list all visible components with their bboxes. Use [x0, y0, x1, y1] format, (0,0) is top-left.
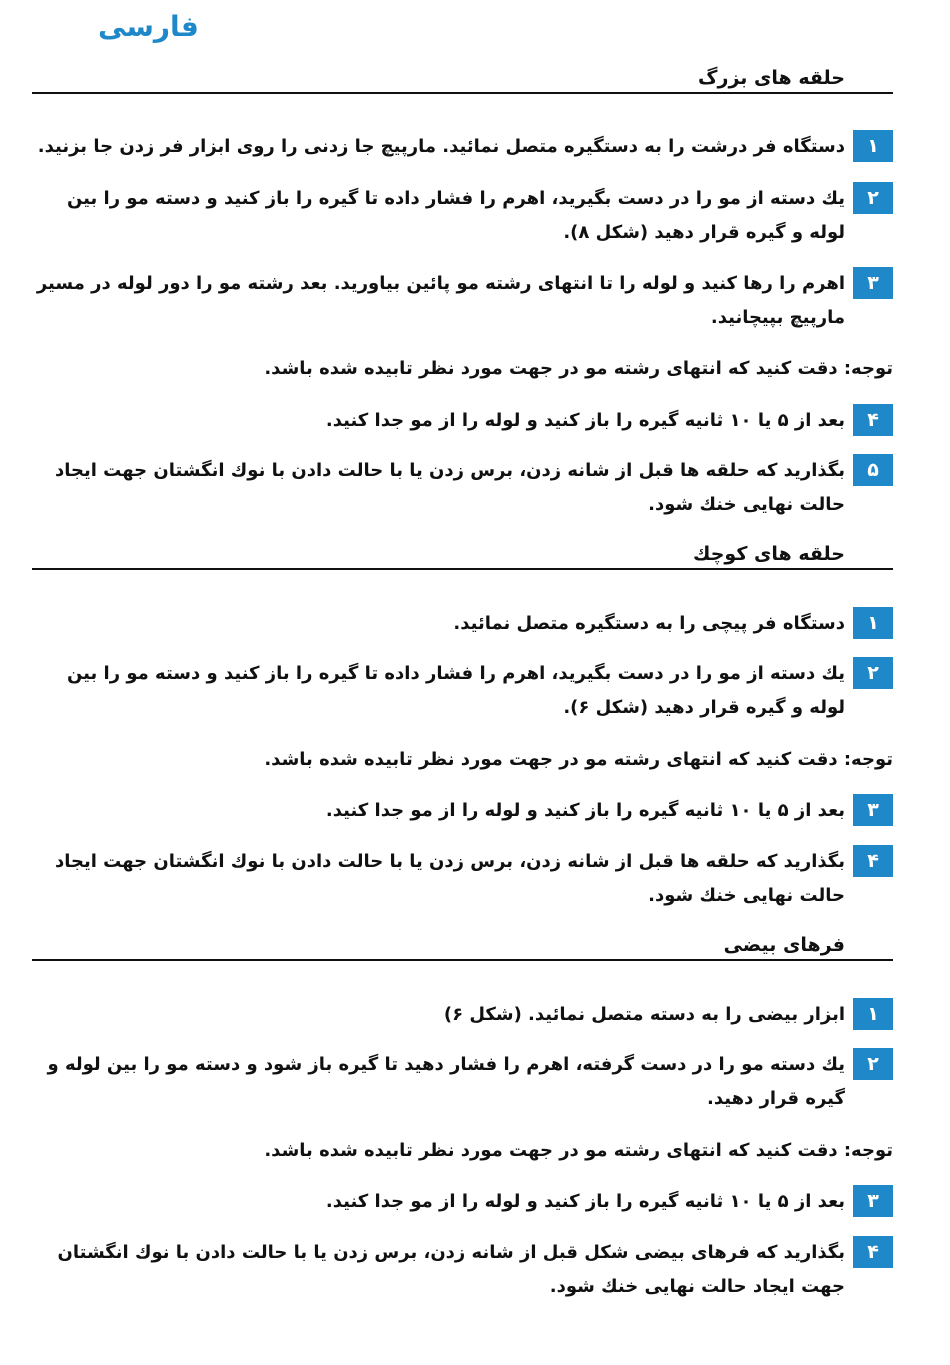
step-number-badge: ۴ [853, 1236, 893, 1268]
step-text: بگذارید كه حلقه ها قبل از شانه زدن، برس زدن یا با حالت دادن با نوك انگشتان جهت ایجاد حالت نهایی خنك شود. [55, 460, 845, 515]
step-number-badge: ۳ [853, 794, 893, 826]
language-title: فارسی [98, 10, 199, 43]
step-item [32, 454, 893, 522]
step-item [32, 404, 893, 438]
step-text: بعد از ۵ یا ۱۰ ثانیه گیره را باز كنید و لوله را از مو جدا كنید. [325, 800, 845, 821]
step-text: یك دسته از مو را در دست بگیرید، اهرم را فشار داده تا گیره را باز كنید و دسته مو را بین لوله و گیره قرار دهید (شكل ۶). [66, 663, 845, 718]
step-item [32, 845, 893, 913]
step-number-badge: ۳ [853, 267, 893, 299]
step-item [32, 657, 893, 725]
step-number-badge: ۱ [853, 998, 893, 1030]
step-number-badge: ۲ [853, 1048, 893, 1080]
step-text: ابزار بیضی را به دسته متصل نمائید. (شكل ۶) [443, 1004, 845, 1025]
step-number-badge: ۵ [853, 454, 893, 486]
section-heading: حلقه های كوچك [693, 543, 845, 565]
step-number-badge: ۲ [853, 657, 893, 689]
step-text: یك دسته مو را در دست گرفته، اهرم را فشار دهید تا گیره باز شود و دسته مو را بین لوله و گیره قرار دهید. [47, 1054, 845, 1109]
step-item [32, 267, 893, 335]
step-number-badge: ۳ [853, 1185, 893, 1217]
step-item [32, 1185, 893, 1219]
step-text: اهرم را رها كنید و لوله را تا انتهای رشته مو پائین بیاورید. بعد رشته مو را دور لوله در مسیر مارپیچ بپیچانید. [36, 273, 845, 328]
step-text: دستگاه فر پیچی را به دستگیره متصل نمائید. [453, 613, 845, 634]
step-number-badge: ۱ [853, 607, 893, 639]
step-text: بعد از ۵ یا ۱۰ ثانیه گیره را باز كنید و لوله را از مو جدا كنید. [325, 1191, 845, 1212]
section-heading: فرهای بیضی [723, 934, 845, 956]
step-item [32, 1236, 893, 1304]
section-header-small-curls [32, 540, 893, 570]
step-item [32, 998, 893, 1032]
step-number-badge: ۲ [853, 182, 893, 214]
step-text: بگذارید كه حلقه ها قبل از شانه زدن، برس زدن یا با حالت دادن با نوك انگشتان جهت ایجاد حالت نهایی خنك شود. [55, 851, 845, 906]
step-item [32, 794, 893, 828]
note-text: توجه: دقت كنید كه انتهای رشته مو در جهت مورد نظر تابیده شده باشد. [264, 1140, 893, 1161]
step-item [32, 182, 893, 250]
step-text: یك دسته از مو را در دست بگیرید، اهرم را فشار داده تا گیره را باز كنید و دسته مو را بین لوله و گیره قرار دهید (شكل ۸). [66, 188, 845, 243]
step-text: بگذارید كه فرهای بیضی شكل قبل از شانه زدن، برس زدن یا با حالت دادن با نوك انگشتان جهت ایجاد حالت نهایی خنك شود. [57, 1242, 845, 1297]
step-item [32, 130, 893, 164]
note-text: توجه: دقت كنید كه انتهای رشته مو در جهت مورد نظر تابیده شده باشد. [264, 358, 893, 379]
section-heading: حلقه های بزرگ [698, 67, 845, 89]
step-number-badge: ۴ [853, 404, 893, 436]
step-number-badge: ۴ [853, 845, 893, 877]
step-text: بعد از ۵ یا ۱۰ ثانیه گیره را باز كنید و لوله را از مو جدا كنید. [325, 410, 845, 431]
note-text: توجه: دقت كنید كه انتهای رشته مو در جهت مورد نظر تابیده شده باشد. [264, 749, 893, 770]
step-number-badge: ۱ [853, 130, 893, 162]
section-header-large-curls [32, 64, 893, 94]
step-item [32, 1048, 893, 1116]
section-header-oval-curls [32, 931, 893, 961]
step-text: دستگاه فر درشت را به دستگیره متصل نمائید. مارپیچ جا زدنی را روی ابزار فر زدن جا بزنید. [37, 136, 845, 157]
step-item [32, 607, 893, 641]
